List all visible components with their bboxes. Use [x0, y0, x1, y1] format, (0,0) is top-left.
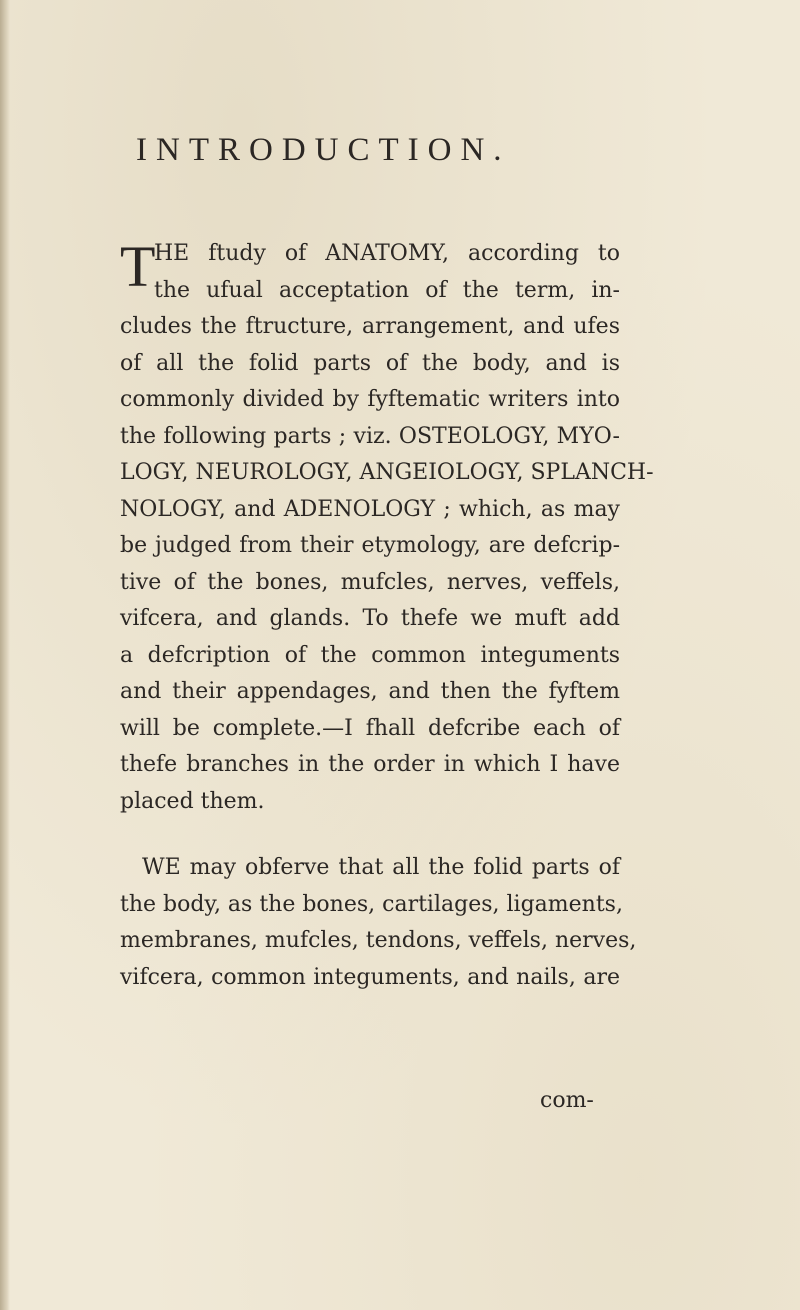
text-line: cludes the ftructure, arrangement, and ufes — [120, 314, 620, 339]
text-line: tive of the bones, mufcles, nerves, veffels, — [120, 569, 620, 595]
catchword: com- — [540, 1088, 594, 1113]
text-line: LOGY, NEUROLOGY, ANGEIOLOGY, SPLANCH- — [120, 460, 654, 485]
text-line: the body, as the bones, cartilages, ligaments, — [120, 891, 623, 917]
chapter-heading: INTRODUCTION. — [136, 132, 511, 168]
text-line: thefe branches in the order in which I have — [120, 752, 620, 777]
text-line: vifcera, and glands. To thefe we muft add — [120, 606, 620, 631]
text-line: HE ftudy of ANATOMY, according to — [154, 241, 620, 266]
text-line: membranes, mufcles, tendons, veffels, nerves, — [120, 928, 637, 953]
paragraph-2 — [120, 850, 637, 996]
page-gutter-shadow — [0, 0, 10, 1310]
text-line: be judged from their etymology, are defcrip- — [120, 533, 620, 558]
text-line: will be complete.—I fhall defcribe each of — [120, 715, 620, 741]
text-line: the following parts ; viz. OSTEOLOGY, MYO- — [120, 423, 620, 449]
text-line: NOLOGY, and ADENOLOGY ; which, as may — [120, 496, 620, 522]
text-line: WE may obferve that all the folid parts of — [142, 855, 620, 880]
text-line: of all the folid parts of the body, and is — [120, 350, 620, 376]
text-line: the ufual acceptation of the term, in- — [154, 277, 620, 303]
text-line: placed them. — [120, 788, 265, 814]
text-line: and their appendages, and then the fyftem — [120, 679, 620, 704]
text-line: a defcription of the common integuments — [120, 642, 620, 668]
text-line: commonly divided by fyftematic writers into — [120, 387, 620, 412]
text-line: vifcera, common integuments, and nails, are — [120, 964, 620, 990]
body-text — [120, 234, 654, 996]
drop-cap: T — [120, 234, 156, 299]
paragraph-1 — [120, 234, 654, 820]
